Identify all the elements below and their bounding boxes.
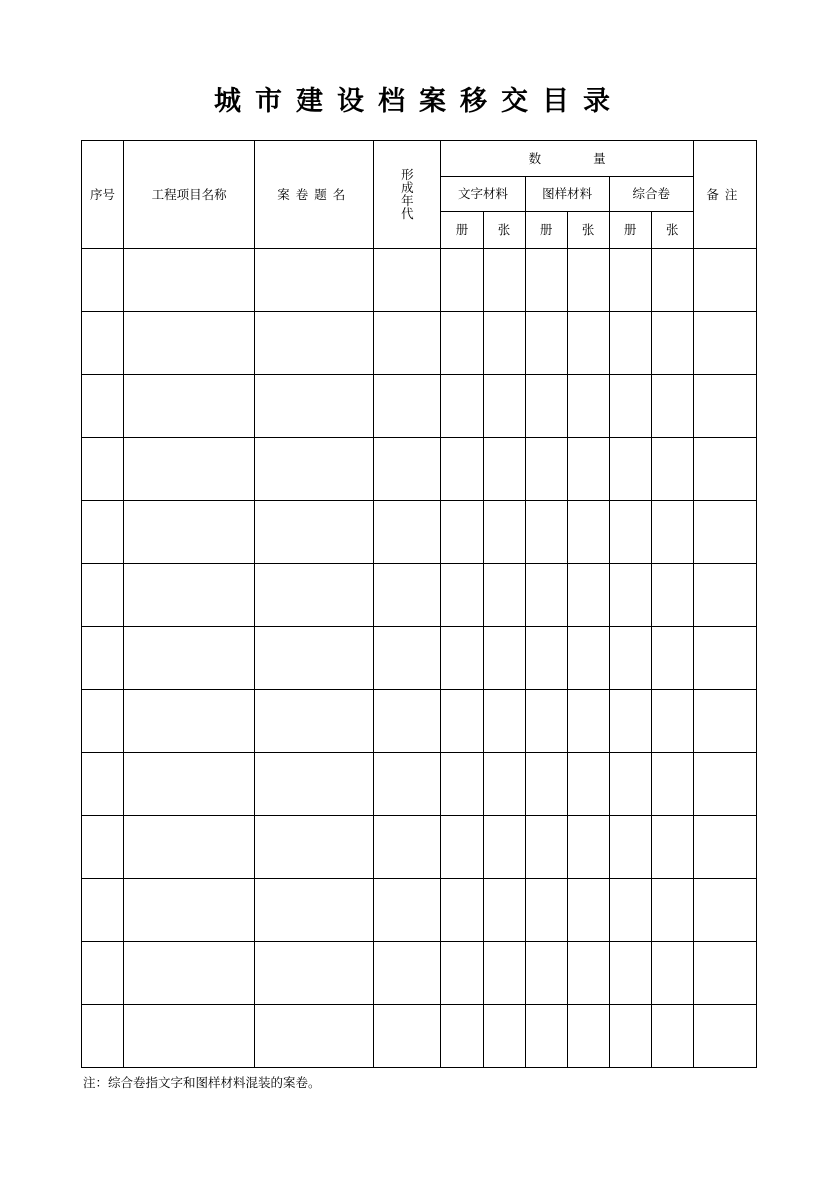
project-name-cell <box>124 816 255 879</box>
table-row <box>82 438 757 501</box>
header-mixed-volume: 综合卷 <box>609 177 693 212</box>
drawing-volumes-cell <box>525 690 567 753</box>
drawing-volumes-cell <box>525 753 567 816</box>
header-row-1 <box>82 141 757 177</box>
text-sheets-cell <box>483 312 525 375</box>
formation-year-cell <box>374 564 441 627</box>
formation-year-cell <box>374 1005 441 1068</box>
header-drawing-sheets: 张 <box>567 212 609 249</box>
mixed-volumes-cell <box>609 375 651 438</box>
remarks-cell <box>693 879 756 942</box>
formation-year-cell <box>374 375 441 438</box>
mixed-volumes-cell <box>609 249 651 312</box>
mixed-volumes-cell <box>609 501 651 564</box>
text-volumes-cell <box>441 501 483 564</box>
header-mixed-volumes: 册 <box>609 212 651 249</box>
project-name-cell <box>124 753 255 816</box>
drawing-volumes-cell <box>525 312 567 375</box>
mixed-sheets-cell <box>651 249 693 312</box>
text-volumes-cell <box>441 564 483 627</box>
table-row <box>82 375 757 438</box>
project-name-cell <box>124 249 255 312</box>
header-project-name: 工程项目名称 <box>124 141 255 249</box>
header-quantity: 数量 <box>528 150 658 166</box>
header-text-material: 文字材料 <box>441 177 525 212</box>
mixed-sheets-cell <box>651 564 693 627</box>
text-volumes-cell <box>441 249 483 312</box>
mixed-sheets-cell <box>651 879 693 942</box>
seq-cell <box>82 1005 124 1068</box>
drawing-volumes-cell <box>525 501 567 564</box>
file-title-cell <box>255 249 374 312</box>
project-name-cell <box>124 564 255 627</box>
project-name-cell <box>124 1005 255 1068</box>
file-title-cell <box>255 501 374 564</box>
text-sheets-cell <box>483 1005 525 1068</box>
text-sheets-cell <box>483 438 525 501</box>
text-sheets-cell <box>483 249 525 312</box>
mixed-sheets-cell <box>651 312 693 375</box>
drawing-sheets-cell <box>567 312 609 375</box>
remarks-cell <box>693 816 756 879</box>
remarks-cell <box>693 312 756 375</box>
seq-cell <box>82 816 124 879</box>
text-sheets-cell <box>483 690 525 753</box>
drawing-volumes-cell <box>525 1005 567 1068</box>
mixed-sheets-cell <box>651 942 693 1005</box>
drawing-volumes-cell <box>525 564 567 627</box>
drawing-sheets-cell <box>567 501 609 564</box>
mixed-sheets-cell <box>651 501 693 564</box>
text-sheets-cell <box>483 753 525 816</box>
drawing-sheets-cell <box>567 753 609 816</box>
text-volumes-cell <box>441 1005 483 1068</box>
formation-year-cell <box>374 438 441 501</box>
drawing-volumes-cell <box>525 879 567 942</box>
remarks-cell <box>693 627 756 690</box>
file-title-cell <box>255 438 374 501</box>
file-title-cell <box>255 816 374 879</box>
mixed-sheets-cell <box>651 375 693 438</box>
project-name-cell <box>124 942 255 1005</box>
drawing-sheets-cell <box>567 942 609 1005</box>
text-volumes-cell <box>441 375 483 438</box>
file-title-cell <box>255 627 374 690</box>
text-volumes-cell <box>441 312 483 375</box>
file-title-cell <box>255 690 374 753</box>
drawing-volumes-cell <box>525 627 567 690</box>
remarks-cell <box>693 1005 756 1068</box>
text-volumes-cell <box>441 627 483 690</box>
mixed-sheets-cell <box>651 816 693 879</box>
table-row <box>82 690 757 753</box>
formation-year-cell <box>374 816 441 879</box>
file-title-cell <box>255 375 374 438</box>
drawing-volumes-cell <box>525 438 567 501</box>
formation-year-cell <box>374 942 441 1005</box>
seq-cell <box>82 879 124 942</box>
project-name-cell <box>124 438 255 501</box>
text-sheets-cell <box>483 942 525 1005</box>
mixed-volumes-cell <box>609 753 651 816</box>
header-file-title: 案卷题名 <box>255 141 374 249</box>
mixed-volumes-cell <box>609 564 651 627</box>
drawing-sheets-cell <box>567 627 609 690</box>
mixed-sheets-cell <box>651 627 693 690</box>
text-sheets-cell <box>483 564 525 627</box>
file-title-cell <box>255 753 374 816</box>
header-quantity-cell <box>441 141 693 177</box>
remarks-cell <box>693 564 756 627</box>
file-title-cell <box>255 312 374 375</box>
text-volumes-cell <box>441 879 483 942</box>
text-sheets-cell <box>483 816 525 879</box>
project-name-cell <box>124 879 255 942</box>
page-title: 城市建设档案移交目录 <box>214 86 624 117</box>
remarks-cell <box>693 690 756 753</box>
table-row <box>82 816 757 879</box>
drawing-sheets-cell <box>567 690 609 753</box>
drawing-volumes-cell <box>525 942 567 1005</box>
header-mixed-sheets: 张 <box>651 212 693 249</box>
mixed-volumes-cell <box>609 942 651 1005</box>
drawing-sheets-cell <box>567 564 609 627</box>
seq-cell <box>82 312 124 375</box>
formation-year-cell <box>374 312 441 375</box>
drawing-sheets-cell <box>567 816 609 879</box>
remarks-cell <box>693 753 756 816</box>
text-volumes-cell <box>441 816 483 879</box>
drawing-sheets-cell <box>567 1005 609 1068</box>
mixed-volumes-cell <box>609 1005 651 1068</box>
seq-cell <box>82 438 124 501</box>
text-volumes-cell <box>441 753 483 816</box>
file-title-cell <box>255 1005 374 1068</box>
text-volumes-cell <box>441 942 483 1005</box>
seq-cell <box>82 942 124 1005</box>
remarks-cell <box>693 438 756 501</box>
project-name-cell <box>124 690 255 753</box>
drawing-sheets-cell <box>567 438 609 501</box>
header-text-volumes: 册 <box>441 212 483 249</box>
header-seq: 序号 <box>82 141 124 249</box>
formation-year-cell <box>374 879 441 942</box>
remarks-cell <box>693 375 756 438</box>
drawing-sheets-cell <box>567 879 609 942</box>
table-row <box>82 312 757 375</box>
formation-year-cell <box>374 753 441 816</box>
table-row <box>82 249 757 312</box>
mixed-volumes-cell <box>609 312 651 375</box>
mixed-volumes-cell <box>609 879 651 942</box>
text-volumes-cell <box>441 690 483 753</box>
header-drawing-volumes: 册 <box>525 212 567 249</box>
header-drawing-material: 图样材料 <box>525 177 609 212</box>
seq-cell <box>82 375 124 438</box>
header-remarks: 备注 <box>693 141 756 249</box>
seq-cell <box>82 249 124 312</box>
text-sheets-cell <box>483 375 525 438</box>
text-sheets-cell <box>483 627 525 690</box>
remarks-cell <box>693 942 756 1005</box>
formation-year-cell <box>374 249 441 312</box>
mixed-volumes-cell <box>609 438 651 501</box>
table-row <box>82 564 757 627</box>
formation-year-cell <box>374 501 441 564</box>
text-sheets-cell <box>483 501 525 564</box>
seq-cell <box>82 564 124 627</box>
seq-cell <box>82 627 124 690</box>
table-row <box>82 942 757 1005</box>
text-sheets-cell <box>483 879 525 942</box>
mixed-volumes-cell <box>609 627 651 690</box>
drawing-sheets-cell <box>567 249 609 312</box>
table-row <box>82 753 757 816</box>
project-name-cell <box>124 501 255 564</box>
drawing-volumes-cell <box>525 375 567 438</box>
header-formation-year-cell <box>374 141 441 249</box>
remarks-cell <box>693 501 756 564</box>
formation-year-cell <box>374 690 441 753</box>
table-row <box>82 1005 757 1068</box>
table-row <box>82 879 757 942</box>
transfer-catalog-table <box>81 140 757 1068</box>
seq-cell <box>82 690 124 753</box>
mixed-sheets-cell <box>651 690 693 753</box>
mixed-volumes-cell <box>609 816 651 879</box>
drawing-volumes-cell <box>525 249 567 312</box>
text-volumes-cell <box>441 438 483 501</box>
drawing-sheets-cell <box>567 375 609 438</box>
drawing-volumes-cell <box>525 816 567 879</box>
table-row <box>82 627 757 690</box>
project-name-cell <box>124 375 255 438</box>
project-name-cell <box>124 627 255 690</box>
file-title-cell <box>255 942 374 1005</box>
formation-year-cell <box>374 627 441 690</box>
file-title-cell <box>255 879 374 942</box>
remarks-cell <box>693 249 756 312</box>
table-row <box>82 501 757 564</box>
mixed-sheets-cell <box>651 753 693 816</box>
header-text-sheets: 张 <box>483 212 525 249</box>
file-title-cell <box>255 564 374 627</box>
mixed-sheets-cell <box>651 438 693 501</box>
seq-cell <box>82 753 124 816</box>
project-name-cell <box>124 312 255 375</box>
mixed-volumes-cell <box>609 690 651 753</box>
mixed-sheets-cell <box>651 1005 693 1068</box>
footnote: 注：综合卷指文字和图样材料混装的案卷。 <box>83 1075 321 1090</box>
seq-cell <box>82 501 124 564</box>
header-formation-year: 形成年代 <box>401 167 414 221</box>
